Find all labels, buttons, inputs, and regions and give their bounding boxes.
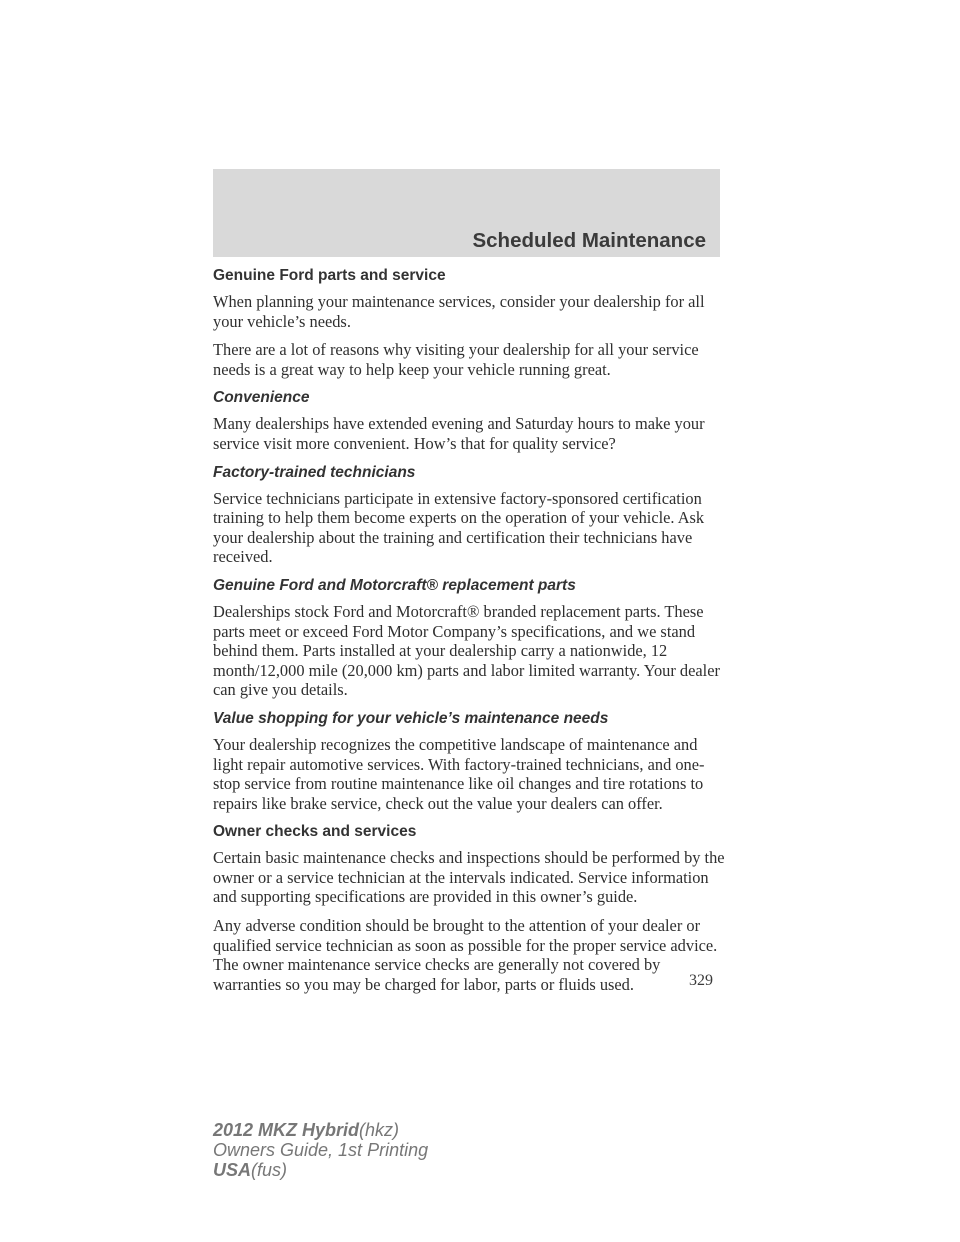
paragraph: There are a lot of reasons why visiting your dealership for all your service needs is a great way to help keep your vehicle running great. (213, 340, 699, 379)
subsection-heading: Genuine Ford and Motorcraft® replacement parts (213, 576, 576, 594)
paragraph: Any adverse condition should be brought to the attention of your dealer or qualified service technician as soon as possible for the proper service advice. The owner maintenance service checks are generally not covered by warranties so you may be charged for labor, parts or fluids used. (213, 916, 718, 994)
section-owner-checks (213, 822, 725, 994)
section-heading: Genuine Ford parts and service (213, 267, 446, 284)
section-title: Scheduled Maintenance (472, 229, 706, 252)
footer-line-edition: Owners Guide, 1st Printing (213, 1140, 429, 1160)
section-factory-trained (213, 463, 725, 567)
paragraph: When planning your maintenance services, consider your dealership for all your vehicle’s needs. (213, 292, 705, 331)
paragraph: Service technicians participate in extensive factory-sponsored certification training to help them become experts on the operation of your vehicle. Ask your dealership about the training and certification their technicians have received. (213, 488, 705, 567)
footer-line-market (213, 1160, 428, 1180)
footer-line-model (213, 1120, 428, 1140)
section-heading: Owner checks and services (213, 823, 417, 841)
section-convenience (213, 388, 725, 453)
page-number: 329 (689, 972, 713, 989)
footer-model-code: (hkz) (359, 1120, 400, 1140)
paragraph: Your dealership recognizes the competitive landscape of maintenance and light repair automotive services. With factory-trained technicians, and one-stop service from routine maintenance like oil changes and tire rotations to repairs like brake service, check out the value your dealers can offer. (213, 734, 705, 813)
section-value-shopping (213, 709, 725, 813)
subsection-heading: Factory-trained technicians (213, 463, 416, 481)
subsection-heading: Convenience (213, 389, 310, 407)
footer-market-name: USA (213, 1160, 252, 1180)
footer-model-name: 2012 MKZ Hybrid (213, 1120, 360, 1140)
page-content (213, 266, 725, 1003)
footer-market-code: (fus) (251, 1160, 288, 1180)
paragraph: Certain basic maintenance checks and inspections should be performed by the owner or a service technician at the intervals indicated. Service information and supporting specifications are provided in this owner’s guide. (213, 848, 725, 907)
paragraph: Many dealerships have extended evening and Saturday hours to make your service visit more convenient. How’s that for quality service? (213, 414, 705, 453)
section-genuine-ford-parts (213, 266, 725, 379)
section-replacement-parts (213, 576, 725, 700)
subsection-heading: Value shopping for your vehicle’s maintenance needs (213, 709, 609, 727)
paragraph: Dealerships stock Ford and Motorcraft® branded replacement parts. These parts meet or exceed Ford Motor Company’s specifications, and we stand behind them. Parts installed at your dealership carry a nationwide, 12 month/12,000 mile (20,000 km) parts and labor limited warranty. Your dealer can give you details. (213, 601, 720, 700)
section-header-band (213, 169, 720, 257)
print-footer (213, 1120, 428, 1180)
